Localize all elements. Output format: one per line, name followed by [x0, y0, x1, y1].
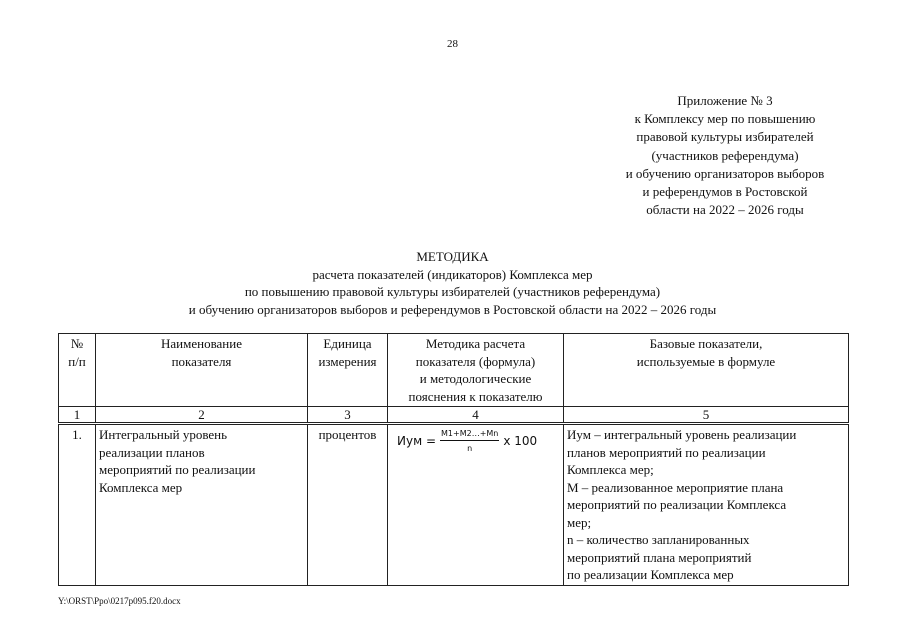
header-line: пояснения к показателю [408, 388, 543, 404]
table-header-row [59, 334, 849, 407]
file-path-footer: Y:\ORST\Ppo\0217p095.f20.docx [58, 596, 181, 606]
title-line: и обучению организаторов выборов и референдумов в Ростовской области на 2022 – 2026 годы [188, 301, 717, 317]
formula-cell [388, 424, 564, 586]
appendix-line: и референдумов в Ростовской [642, 184, 808, 200]
base-indicators-cell [564, 424, 849, 586]
header-method [388, 334, 564, 407]
title-heading: МЕТОДИКА [416, 249, 489, 264]
header-base [564, 334, 849, 407]
header-line: № [70, 336, 84, 351]
appendix-line: (участников референдума) [651, 147, 799, 163]
column-number: 4 [388, 407, 564, 424]
indicator-name-line: реализации планов [99, 444, 205, 460]
indicator-name-line: мероприятий по реализации [99, 462, 256, 477]
page-number: 28 [447, 38, 458, 50]
document-title [0, 248, 905, 318]
formula [391, 429, 560, 454]
header-line: используемые в формуле [636, 353, 776, 369]
indicator-name-line: Комплекса мер [99, 479, 183, 495]
formula-lhs: Иум = [397, 433, 436, 448]
formula-rhs: x 100 [503, 433, 538, 448]
appendix-line: области на 2022 – 2026 годы [646, 202, 804, 218]
header-line: Базовые показатели, [649, 336, 763, 351]
column-number: 2 [96, 407, 308, 424]
base-line: Комплекса мер; [567, 462, 654, 477]
indicator-name [96, 424, 308, 586]
row-number: 1. [59, 424, 96, 586]
header-line: и методологические [419, 371, 532, 386]
header-line: Наименование [161, 336, 242, 351]
base-line: мероприятий по реализации Комплекса [567, 497, 787, 512]
title-line: по повышению правовой культуры избирателей (участников референдума) [244, 284, 661, 299]
header-unit [308, 334, 388, 407]
formula-fraction [440, 429, 499, 454]
base-line: М – реализованное мероприятие плана [567, 479, 784, 495]
column-number-row [59, 407, 849, 424]
column-number: 5 [564, 407, 849, 424]
formula-numerator: М1+М2…+Мn [440, 429, 499, 441]
header-number [59, 334, 96, 407]
title-line: расчета показателей (индикаторов) Комплекса мер [312, 266, 593, 282]
base-line: n – количество запланированных [567, 532, 750, 547]
appendix-line: Приложение № 3 [677, 93, 773, 108]
unit-cell: процентов [308, 424, 388, 586]
appendix-line: и обучению организаторов выборов [625, 165, 825, 181]
base-line: мероприятий плана мероприятий [567, 549, 752, 565]
column-number: 3 [308, 407, 388, 424]
header-line: п/п [68, 353, 86, 369]
header-line: показателя [171, 353, 232, 369]
methodology-table [58, 333, 849, 586]
header-line: Методика расчета [425, 336, 526, 351]
appendix-line: к Комплексу мер по повышению [634, 111, 816, 127]
header-name [96, 334, 308, 407]
header-line: показателя (формула) [415, 353, 536, 369]
header-line: Единица [323, 336, 372, 351]
base-line: планов мероприятий по реализации [567, 444, 766, 460]
column-number: 1 [59, 407, 96, 424]
appendix-line: правовой культуры избирателей [636, 129, 814, 145]
appendix-caption [600, 92, 850, 219]
base-line: по реализации Комплекса мер [567, 567, 734, 582]
formula-denominator: n [467, 444, 473, 453]
table-row [59, 424, 849, 586]
header-line: измерения [318, 353, 377, 369]
base-line: Иум – интегральный уровень реализации [567, 427, 797, 442]
indicator-name-line: Интегральный уровень [99, 427, 228, 442]
base-line: мер; [567, 514, 592, 530]
